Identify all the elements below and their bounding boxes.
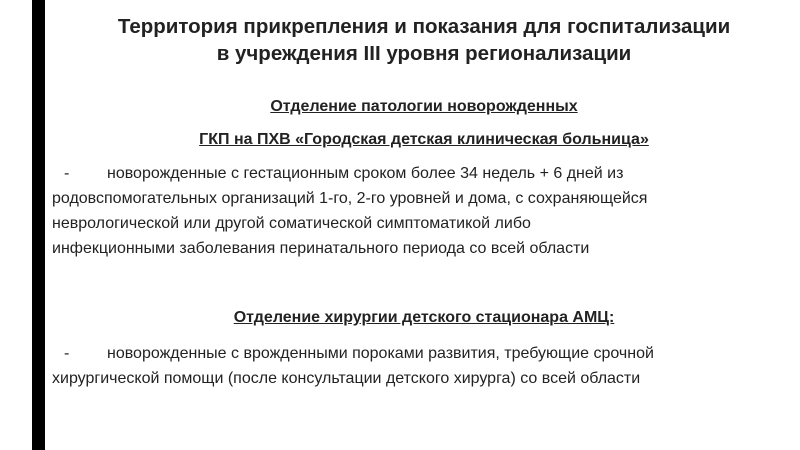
section1-bullet-line-1	[52, 161, 796, 186]
slide-content	[52, 0, 796, 450]
title-line-2: в учреждения III уровня регионализации	[216, 42, 632, 65]
section1-line-1-text: новорожденные с гестационным сроком более 34 недель + 6 дней из	[107, 165, 624, 182]
section2-bullet	[52, 341, 796, 391]
section1-bullet-line-4: инфекционными заболевания перинатального периода со всей области	[52, 240, 590, 257]
bullet-dash: -	[64, 165, 70, 182]
section2-bullet-line-2: хирургической помощи (после консультации детского хирурга) со всей области	[52, 370, 641, 387]
section1-heading: Отделение патологии новорожденных	[270, 98, 578, 115]
slide-title	[52, 13, 796, 67]
title-line-1: Территория прикрепления и показания для госпитализации	[117, 15, 731, 38]
section1-bullet-line-3: неврологической или другой соматической симптоматикой либо	[52, 215, 531, 232]
section2-heading: Отделение хирургии детского стационара АМЦ:	[233, 309, 615, 326]
section1-bullet	[52, 161, 796, 261]
section1-subheading: ГКП на ПХВ «Городская детская клиническая больница»	[199, 131, 649, 148]
bullet-dash: -	[64, 345, 70, 362]
section2-bullet-line-1	[52, 341, 796, 366]
section2-line-1-text: новорожденные с врожденными пороками развития, требующие срочной	[107, 345, 654, 362]
section1-bullet-line-2: родовспомогательных организаций 1-го, 2-го уровней и дома, с сохраняющейся	[52, 190, 648, 207]
left-accent-bar	[32, 0, 45, 450]
